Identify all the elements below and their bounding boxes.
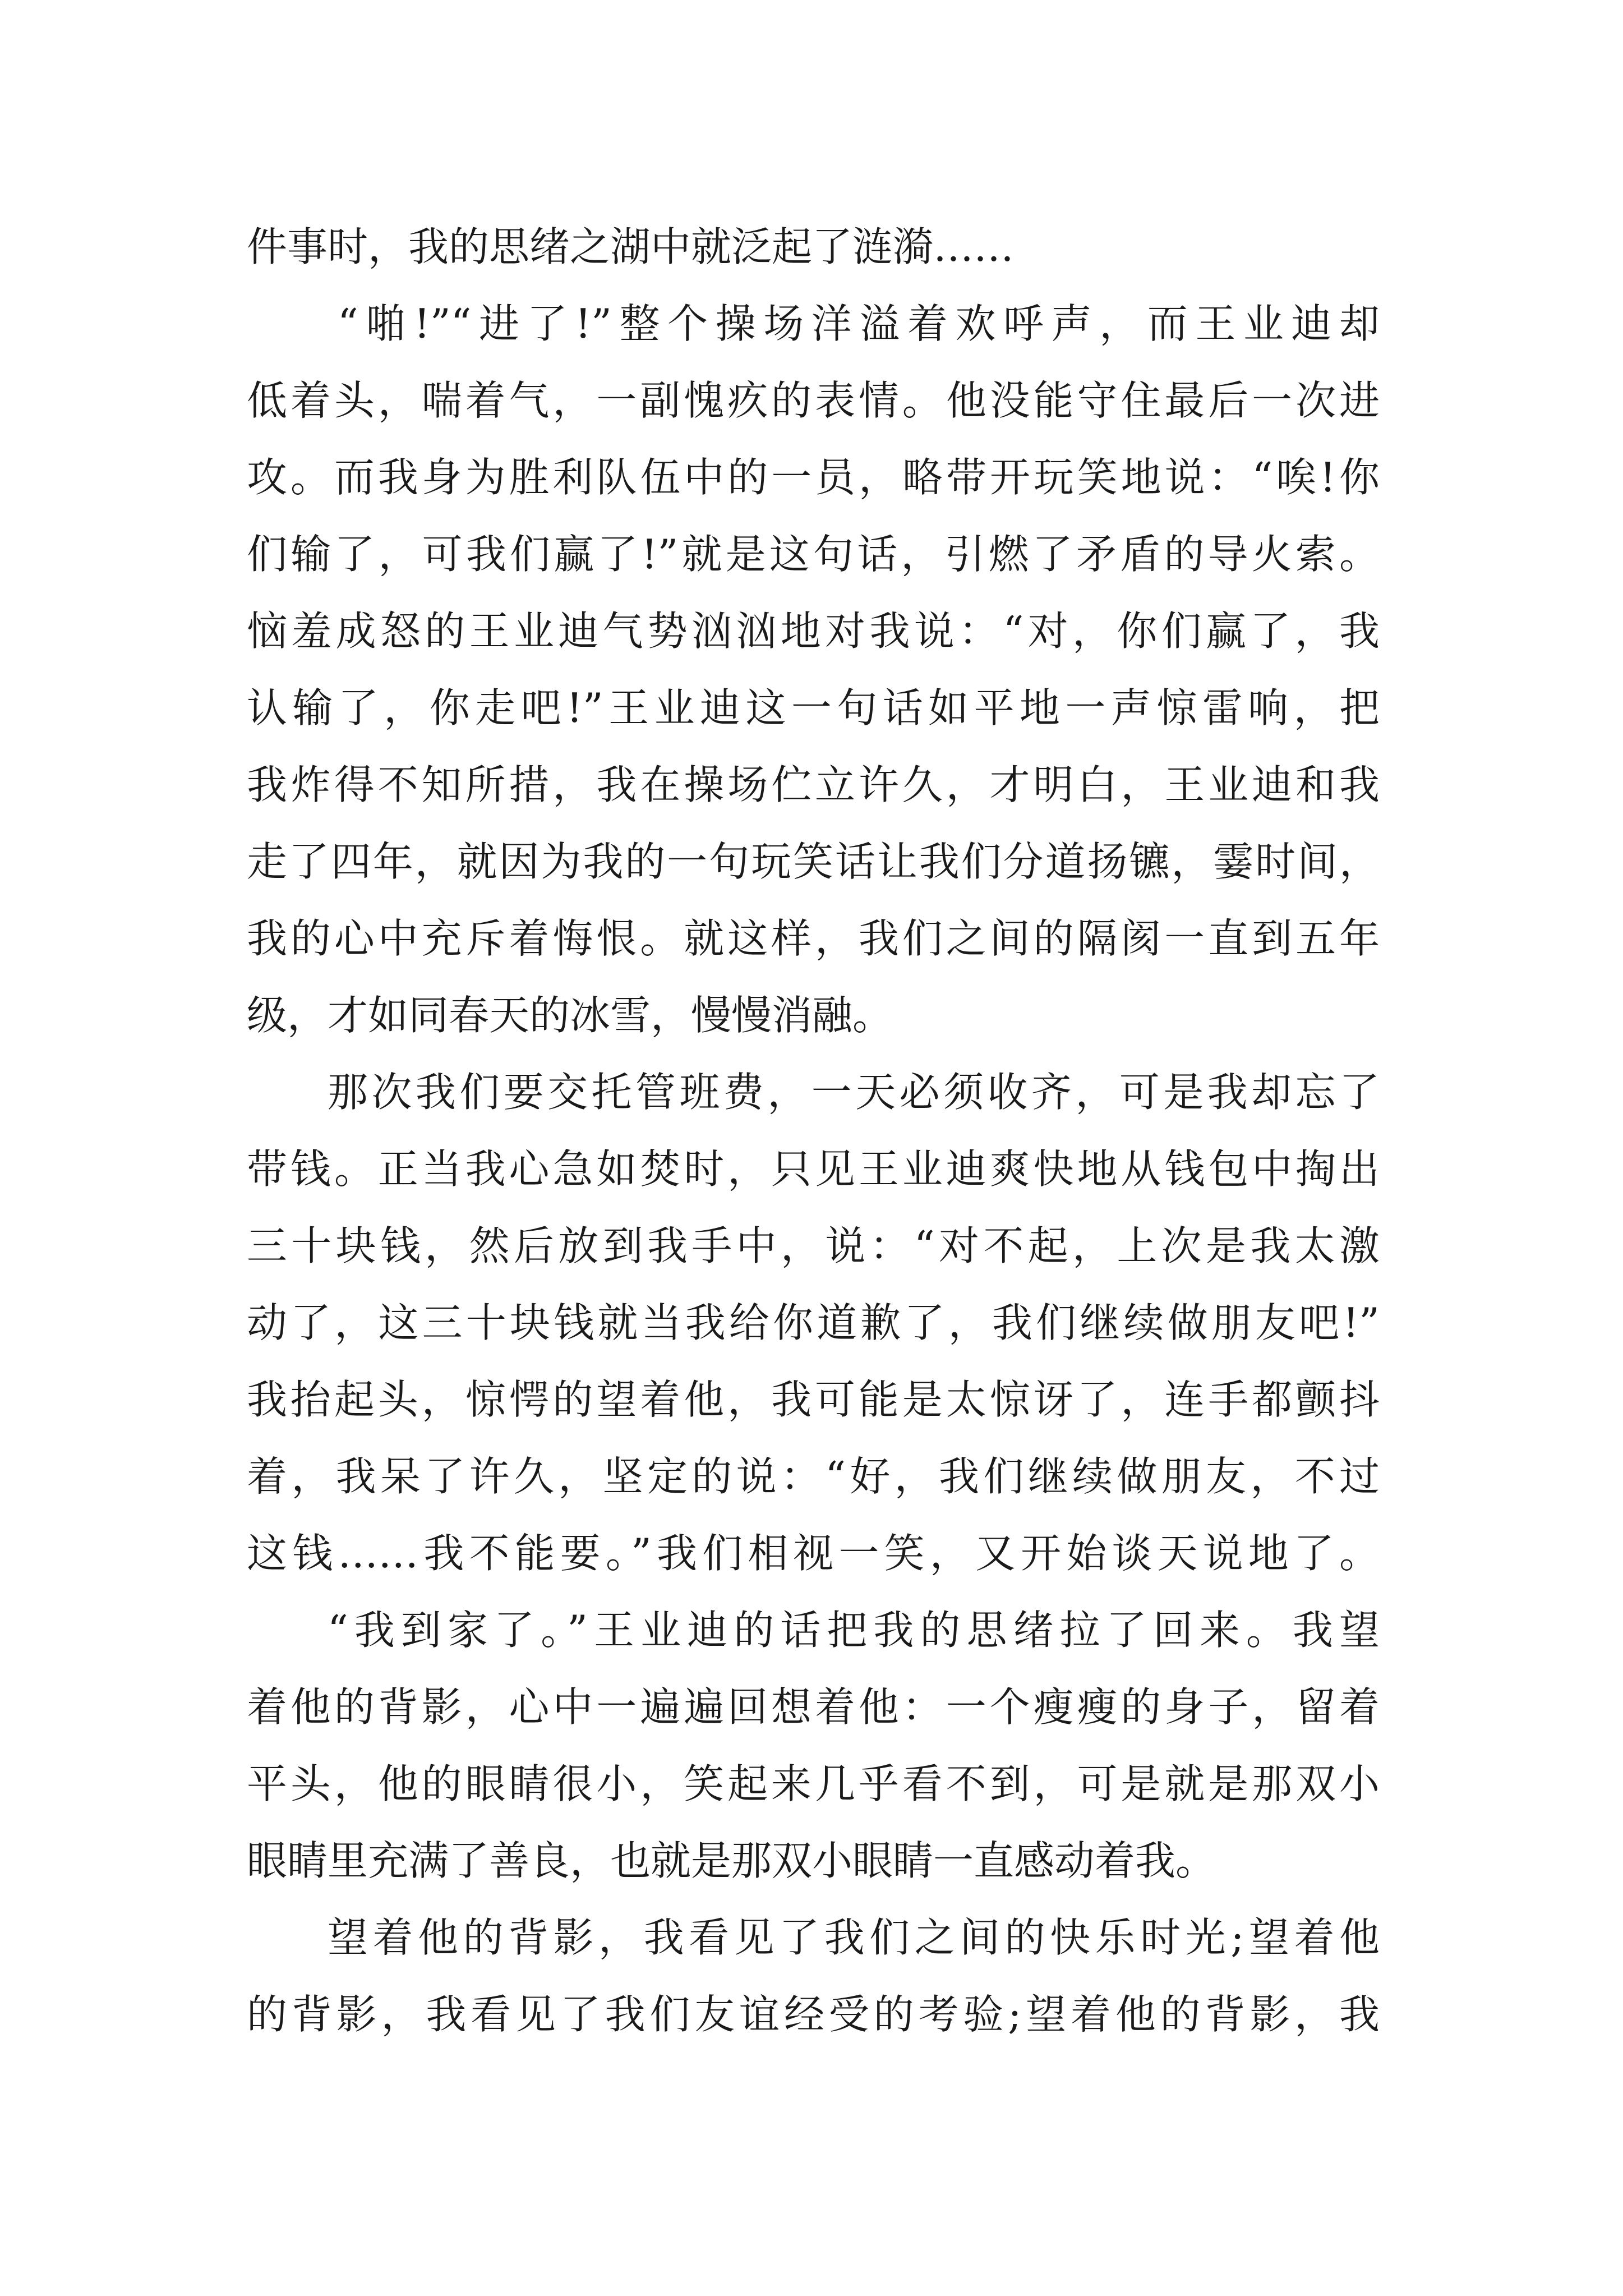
essay-body: [247, 209, 1380, 2053]
text-line: 低着头，喘着气，一副愧疚的表情。他没能守住最后一次进: [247, 377, 1380, 424]
text-line: 的背影，我看见了我们友谊经受的考验;望着他的背影，我: [247, 1991, 1380, 2038]
text-line: 恼羞成怒的王业迪气势汹汹地对我说：“对，你们赢了，我: [247, 608, 1380, 655]
text-line: 平头，他的眼睛很小，笑起来几乎看不到，可是就是那双小: [247, 1760, 1380, 1807]
text-line: 我的心中充斥着悔恨。就这样，我们之间的隔阂一直到五年: [247, 915, 1380, 962]
text-line: 攻。而我身为胜利队伍中的一员，略带开玩笑地说：“唉!你: [247, 454, 1380, 501]
paragraph-end-line: 这钱……我不能要。”我们相视一笑，又开始谈天说地了。: [247, 1530, 1380, 1577]
text-line: 三十块钱，然后放到我手中，说：“对不起，上次是我太激: [247, 1222, 1380, 1269]
paragraph-start-line: “我到家了。”王业迪的话把我的思绪拉了回来。我望: [328, 1607, 1380, 1654]
text-line: 认输了，你走吧!”王业迪这一句话如平地一声惊雷响，把: [247, 684, 1380, 731]
text-line: 着他的背影，心中一遍遍回想着他：一个瘦瘦的身子，留着: [247, 1683, 1380, 1731]
paragraph-start-line: 望着他的背影，我看见了我们之间的快乐时光;望着他: [328, 1914, 1380, 1961]
text-line: 件事时，我的思绪之湖中就泛起了涟漪……: [247, 223, 1015, 270]
text-line: 着，我呆了许久，坚定的说：“好，我们继续做朋友，不过: [247, 1453, 1380, 1500]
text-line: 动了，这三十块钱就当我给你道歉了，我们继续做朋友吧!”: [247, 1299, 1380, 1346]
paragraph-end-line: 级，才如同春天的冰雪，慢慢消融。: [247, 992, 893, 1039]
text-line: 们输了，可我们赢了!”就是这句话，引燃了矛盾的导火索。: [247, 531, 1380, 578]
paragraph-start-line: “啪!”“进了!”整个操场洋溢着欢呼声，而王业迪却: [338, 300, 1380, 347]
text-line: 走了四年，就因为我的一句玩笑话让我们分道扬镳，霎时间，: [247, 838, 1380, 885]
paragraph-end-line: 眼睛里充满了善良，也就是那双小眼睛一直感动着我。: [247, 1837, 1216, 1884]
text-line: 带钱。正当我心急如焚时，只见王业迪爽快地从钱包中掏出: [247, 1145, 1380, 1193]
text-line: 我抬起头，惊愕的望着他，我可能是太惊讶了，连手都颤抖: [247, 1376, 1380, 1423]
paragraph-start-line: 那次我们要交托管班费，一天必须收齐，可是我却忘了: [328, 1069, 1380, 1116]
text-line: 我炸得不知所措，我在操场伫立许久，才明白，王业迪和我: [247, 761, 1380, 808]
